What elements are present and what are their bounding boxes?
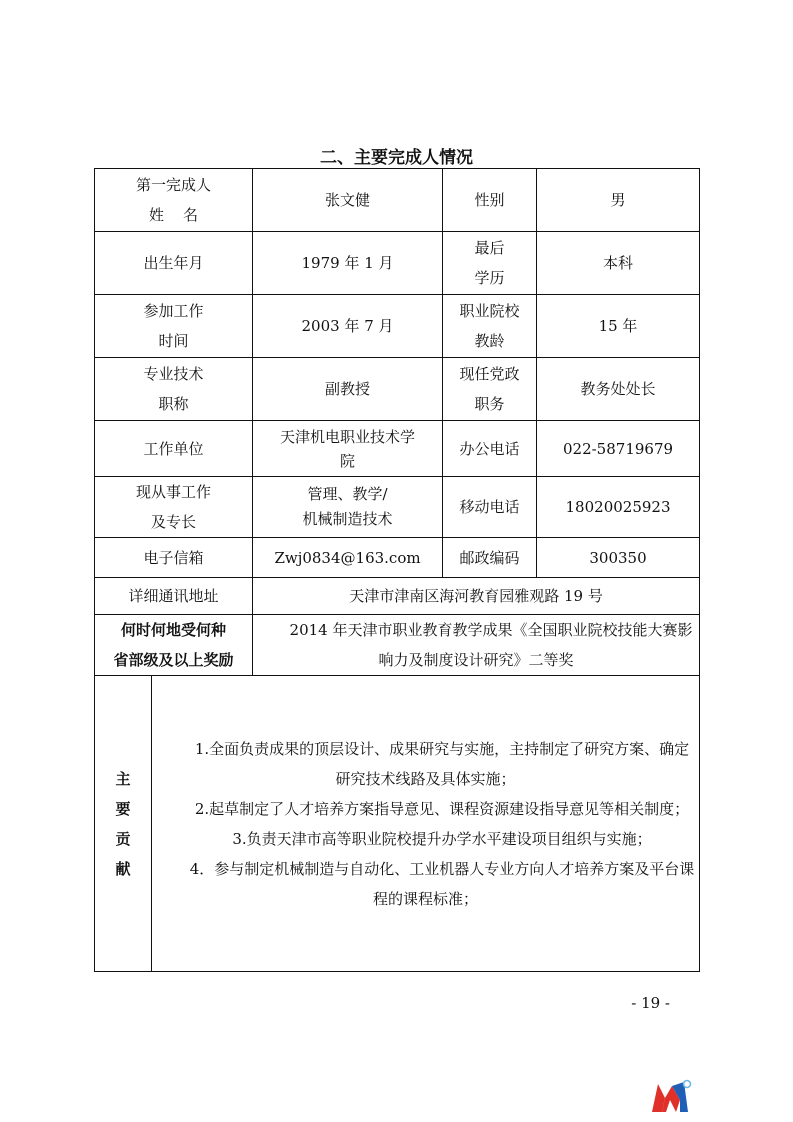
postcode-label: 邮政编码 xyxy=(443,538,537,578)
teach-years-label: 职业院校 教龄 xyxy=(443,295,537,358)
office-phone-value: 022-58719679 xyxy=(537,421,700,477)
table-row xyxy=(95,421,700,477)
contribution-item: 4．参与制定机械制造与自动化、工业机器人专业方向人才培养方案及平台课程的课程标准； xyxy=(189,859,695,908)
table-row xyxy=(95,615,700,676)
teach-years-value: 15 年 xyxy=(537,295,700,358)
office-phone-label: 办公电话 xyxy=(443,421,537,477)
table-row xyxy=(95,169,700,232)
contribution-value xyxy=(152,676,700,972)
name-value: 张文健 xyxy=(253,169,443,232)
person-info-table xyxy=(94,168,700,972)
birth-value: 1979 年 1 月 xyxy=(253,232,443,295)
birth-label: 出生年月 xyxy=(95,232,253,295)
education-value: 本科 xyxy=(537,232,700,295)
mobile-value: 18020025923 xyxy=(537,477,700,538)
table-row xyxy=(95,477,700,538)
position-label: 现任党政 职务 xyxy=(443,358,537,421)
table-row xyxy=(95,358,700,421)
position-value: 教务处处长 xyxy=(537,358,700,421)
unit-value: 天津机电职业技术学 院 xyxy=(253,421,443,477)
table-row xyxy=(95,295,700,358)
education-label: 最后 学历 xyxy=(443,232,537,295)
address-label: 详细通讯地址 xyxy=(95,578,253,615)
prof-title-label: 专业技术 职称 xyxy=(95,358,253,421)
mobile-label: 移动电话 xyxy=(443,477,537,538)
prof-title-value: 副教授 xyxy=(253,358,443,421)
award-value: 2014 年天津市职业教育教学成果《全国职业院校技能大赛影响力及制度设计研究》二等奖 xyxy=(253,615,700,676)
table-row xyxy=(95,676,700,972)
table-row xyxy=(95,538,700,578)
work-start-value: 2003 年 7 月 xyxy=(253,295,443,358)
address-value: 天津市津南区海河教育园雅观路 19 号 xyxy=(253,578,700,615)
unit-label: 工作单位 xyxy=(95,421,253,477)
table-row xyxy=(95,232,700,295)
contribution-label: 主 要 贡 献 xyxy=(95,676,152,972)
contribution-item: 2.起草制定了人才培养方案指导意见、课程资源建设指导意见等相关制度； xyxy=(194,799,690,818)
work-start-label: 参加工作 时间 xyxy=(95,295,253,358)
table-row xyxy=(95,578,700,615)
contribution-item: 1.全面负责成果的顶层设计、成果研究与实施，主持制定了研究方案、确定研究技术线路及具体实施； xyxy=(194,739,690,788)
specialty-value: 管理、教学/ 机械制造技术 xyxy=(253,477,443,538)
section-title: 二、主要完成人情况 xyxy=(320,148,473,168)
postcode-value: 300350 xyxy=(537,538,700,578)
email-value: Zwj0834@163.com xyxy=(253,538,443,578)
specialty-label: 现从事工作 及专长 xyxy=(95,477,253,538)
name-label: 第一完成人 姓 名 xyxy=(95,169,253,232)
gender-label: 性别 xyxy=(443,169,537,232)
brand-logo-icon xyxy=(650,1078,692,1114)
award-label: 何时何地受何种 省部级及以上奖励 xyxy=(95,615,253,676)
email-label: 电子信箱 xyxy=(95,538,253,578)
gender-value: 男 xyxy=(537,169,700,232)
page-number: - 19 - xyxy=(631,994,670,1012)
contribution-item: 3.负责天津市高等职业院校提升办学水平建设项目组织与实施； xyxy=(232,829,652,848)
